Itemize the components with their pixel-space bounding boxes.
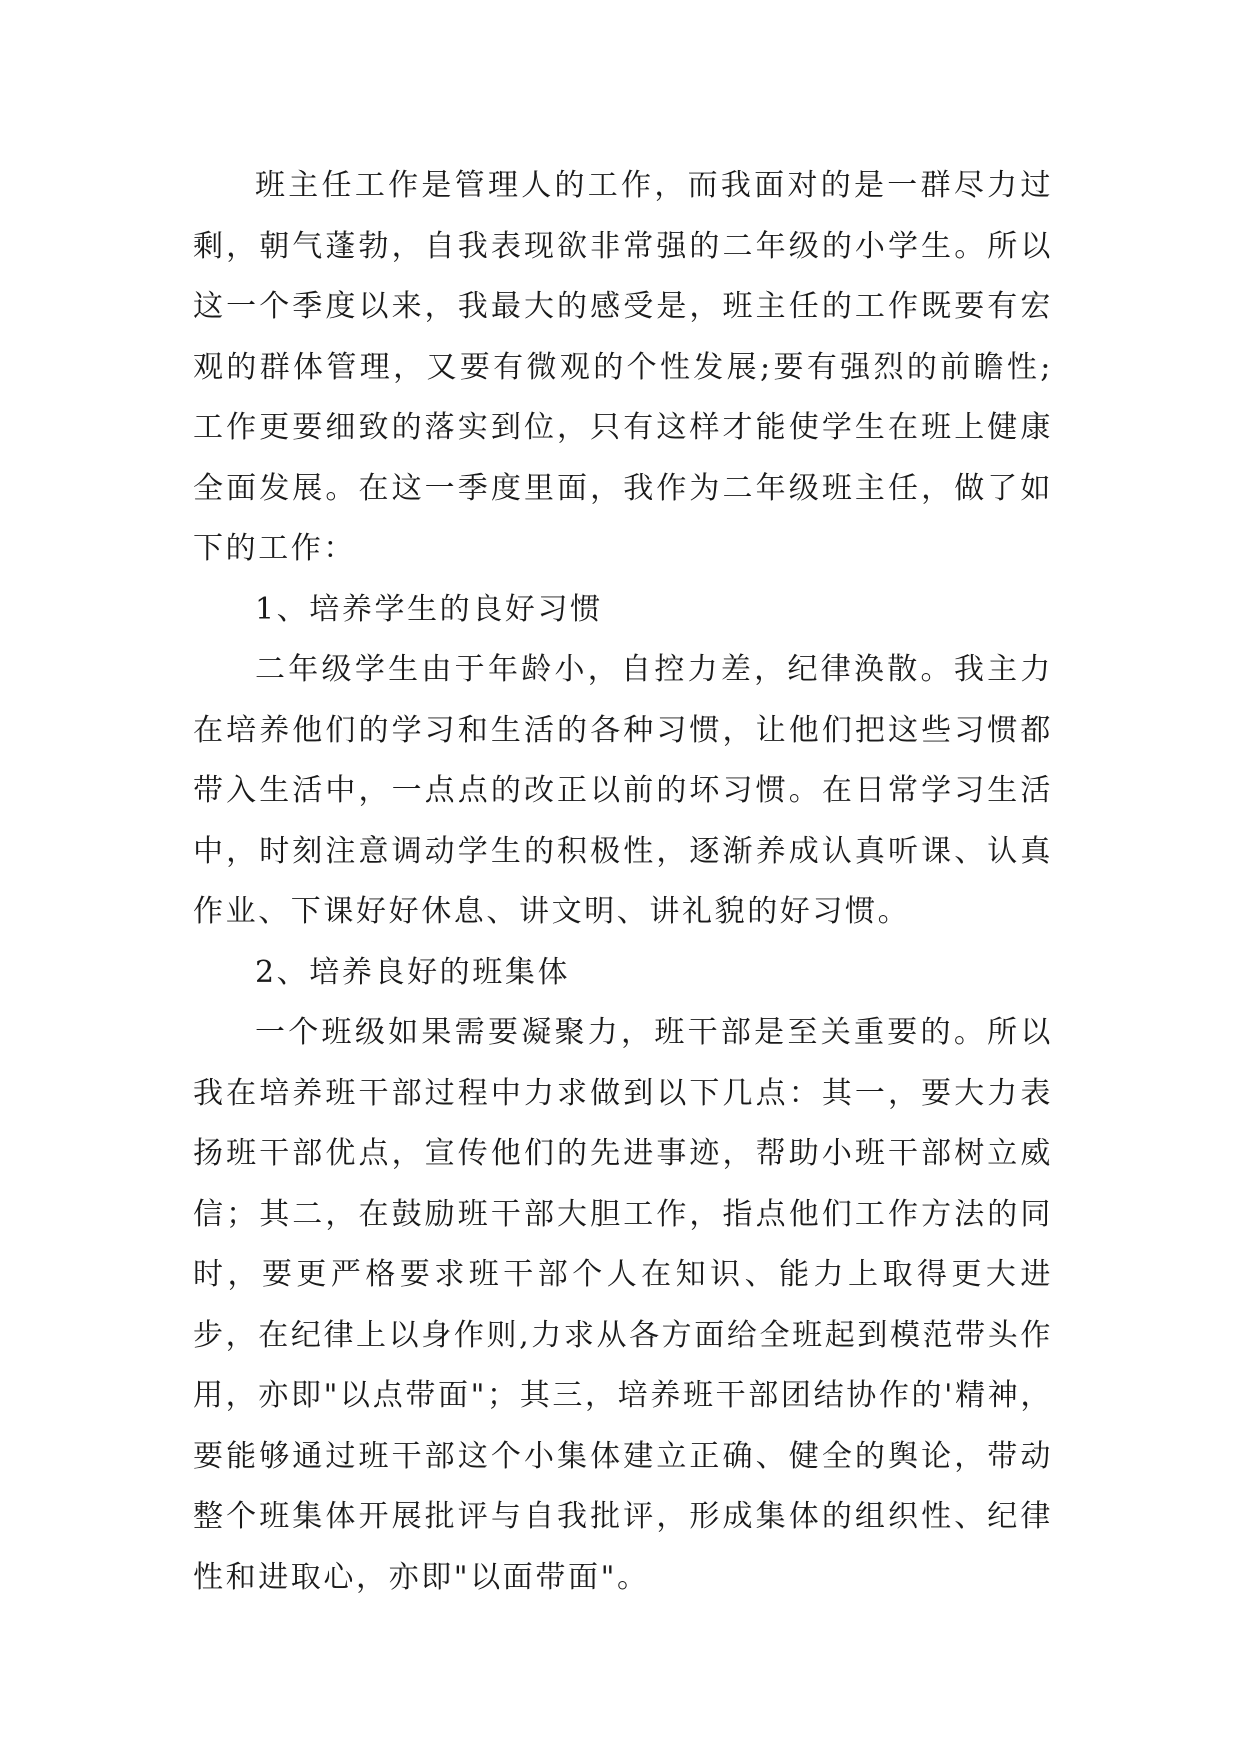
section-heading-habits: 1、培养学生的良好习惯	[255, 591, 603, 627]
document-body	[193, 156, 1053, 1608]
paragraph-class-collective: 一个班级如果需要凝聚力，班干部是至关重要的。所以我在培养班干部过程中力求做到以下几点：其一，要大力表扬班干部优点，宣传他们的先进事迹，帮助小班干部树立威信；其二，在鼓励班干部大胆工作，指点他们工作方法的同时，要更严格要求班干部个人在知识、能力上取得更大进步，在纪律上以身作则,力求从各方面给全班起到模范带头作用，亦即"以点带面"；其三，培养班干部团结协作的'精神，要能够通过班干部这个小集体建立正确、健全的舆论，带动整个班集体开展批评与自我批评，形成集体的组织性、纪律性和进取心，亦即"以面带面"。	[193, 1015, 1053, 1595]
section-heading-class-collective: 2、培养良好的班集体	[255, 954, 571, 990]
paragraph-habits: 二年级学生由于年龄小，自控力差，纪律涣散。我主力在培养他们的学习和生活的各种习惯，让他们把这些习惯都带入生活中，一点点的改正以前的坏习惯。在日常学习生活中，时刻注意调动学生的积极性，逐渐养成认真听课、认真作业、下课好好休息、讲文明、讲礼貌的好习惯。	[193, 652, 1053, 929]
paragraph-intro: 班主任工作是管理人的工作，而我面对的是一群尽力过剩，朝气蓬勃，自我表现欲非常强的二年级的小学生。所以这一个季度以来，我最大的感受是，班主任的工作既要有宏观的群体管理，又要有微观的个性发展;要有强烈的前瞻性;工作更要细致的落实到位，只有这样才能使学生在班上健康全面发展。在这一季度里面，我作为二年级班主任，做了如下的工作：	[193, 168, 1053, 566]
